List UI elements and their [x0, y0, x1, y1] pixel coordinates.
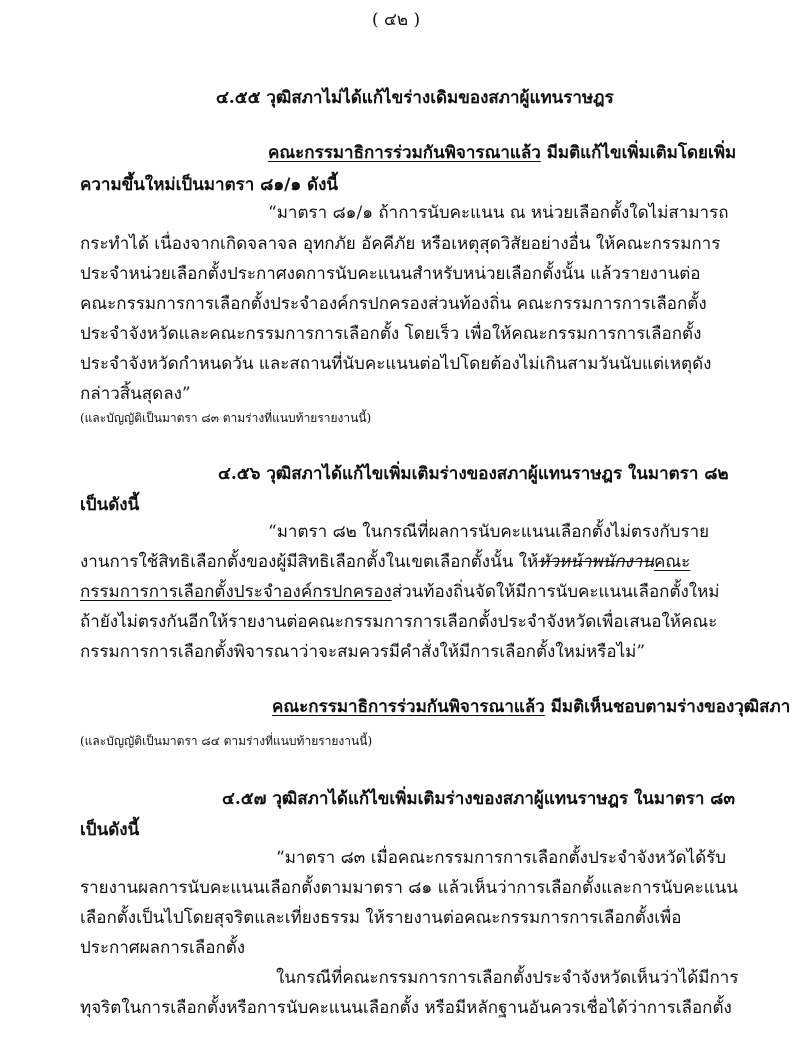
section-457-body-line: ในกรณีที่คณะกรรมการการเลือกตั้งประจำจังหวัดเห็นว่าได้มีการ	[276, 968, 739, 988]
section-455-committee-line2: ความขึ้นใหม่เป็นมาตรา ๘๑/๑ ดังนี้	[80, 175, 339, 195]
section-457-heading-line2: เป็นดังนี้	[80, 820, 140, 840]
section-456-note: (และบัญญัติเป็นมาตรา ๘๔ ตามร่างที่แนบท้ายรายงานนี้)	[80, 734, 373, 748]
section-455-heading: ๔.๕๕ วุฒิสภาไม่ได้แก้ไขร่างเดิมของสภาผู้แทนราษฎร	[216, 88, 614, 108]
committee-label: คณะกรรมาธิการร่วมกันพิจารณาแล้ว	[268, 143, 541, 163]
section-457-body-line: ทุจริตในการเลือกตั้งหรือการนับคะแนนเลือกตั้ง หรือมีหลักฐานอันควรเชื่อได้ว่าการเลือกตั้ง	[80, 998, 732, 1018]
section-456-committee	[272, 695, 790, 719]
page-number: ( ๔๒ )	[372, 10, 421, 30]
section-456-heading: ๔.๕๖ วุฒิสภาได้แก้ไขเพิ่มเติมร่างของสภาผู้แทนราษฎร ในมาตรา ๘๒	[218, 464, 729, 484]
section-455-body-line: กล่าวสิ้นสุดลง”	[80, 384, 191, 404]
section-457-body-line: “มาตรา ๘๓ เมื่อคณะกรรมการการเลือกตั้งประจำจังหวัดได้รับ	[276, 848, 727, 868]
section-457-body-line: รายงานผลการนับคะแนนเลือกตั้งตามมาตรา ๘๑ แล้วเห็นว่าการเลือกตั้งและการนับคะแนน	[80, 878, 738, 898]
section-456-body-line	[80, 550, 690, 574]
section-455-body-line: กระทำได้ เนื่องจากเกิดจลาจล อุทกภัย อัคคีภัย หรือเหตุสุดวิสัยอย่างอื่น ให้คณะกรรมการ	[80, 234, 721, 254]
section-456-body-line: “มาตรา ๘๒ ในกรณีที่ผลการนับคะแนนเลือกตั้งไม่ตรงกับราย	[268, 522, 710, 542]
section-456-body-line: ถ้ายังไม่ตรงกันอีกให้รายงานต่อคณะกรรมการการเลือกตั้งประจำจังหวัดเพื่อเสนอให้คณะ	[80, 612, 718, 632]
section-455-committee	[268, 141, 736, 165]
struck-text: หัวหน้าพนักงาน	[538, 552, 654, 572]
body-text: ส่วนท้องถิ่นจัดให้มีการนับคะแนนเลือกตั้งใหม่	[391, 582, 720, 602]
section-457-heading: ๔.๕๗ วุฒิสภาได้แก้ไขเพิ่มเติมร่างของสภาผู้แทนราษฎร ในมาตรา ๘๓	[222, 789, 736, 809]
committee-label: คณะกรรมาธิการร่วมกันพิจารณาแล้ว	[272, 697, 545, 717]
section-456-body-line: กรรมการการเลือกตั้งพิจารณาว่าจะสมควรมีคำสั่งให้มีการเลือกตั้งใหม่หรือไม่”	[80, 642, 646, 662]
section-456-body-line	[80, 580, 720, 604]
section-456-heading-line2: เป็นดังนี้	[80, 495, 140, 515]
section-455-body-line: “มาตรา ๘๑/๑ ถ้าการนับคะแนน ณ หน่วยเลือกตั้งใดไม่สามารถ	[268, 203, 729, 223]
section-457-body-line: ประกาศผลการเลือกตั้ง	[80, 938, 246, 958]
committee-resolution: มีมติเห็นชอบตามร่างของวุฒิสภา	[544, 697, 791, 717]
section-455-note: (และบัญญัติเป็นมาตรา ๘๓ ตามร่างที่แนบท้ายรายงานนี้)	[80, 411, 372, 425]
section-455-body-line: ประจำจังหวัดและคณะกรรมการการเลือกตั้ง โดยเร็ว เพื่อให้คณะกรรมการการเลือกตั้ง	[80, 324, 702, 344]
inserted-text: คณะ	[653, 552, 691, 572]
inserted-text: กรรมการการเลือกตั้งประจำองค์กรปกครอง	[80, 582, 392, 602]
body-text: งานการใช้สิทธิเลือกตั้งของผู้มีสิทธิเลือกตั้งในเขตเลือกตั้งนั้น ให้	[80, 552, 539, 572]
section-455-body-line: ประจำหน่วยเลือกตั้งประกาศงดการนับคะแนนสำหรับหน่วยเลือกตั้งนั้น แล้วรายงานต่อ	[80, 264, 701, 284]
committee-resolution: มีมติแก้ไขเพิ่มเติมโดยเพิ่ม	[540, 143, 737, 163]
section-457-body-line: เลือกตั้งเป็นไปโดยสุจริตและเที่ยงธรรม ให้รายงานต่อคณะกรรมการการเลือกตั้งเพื่อ	[80, 908, 682, 928]
section-455-body-line: คณะกรรมการการเลือกตั้งประจำองค์กรปกครองส่วนท้องถิ่น คณะกรรมการการเลือกตั้ง	[80, 294, 707, 314]
section-455-body-line: ประจำจังหวัดกำหนดวัน และสถานที่นับคะแนนต่อไปโดยต้องไม่เกินสามวันนับแต่เหตุดัง	[80, 354, 712, 374]
